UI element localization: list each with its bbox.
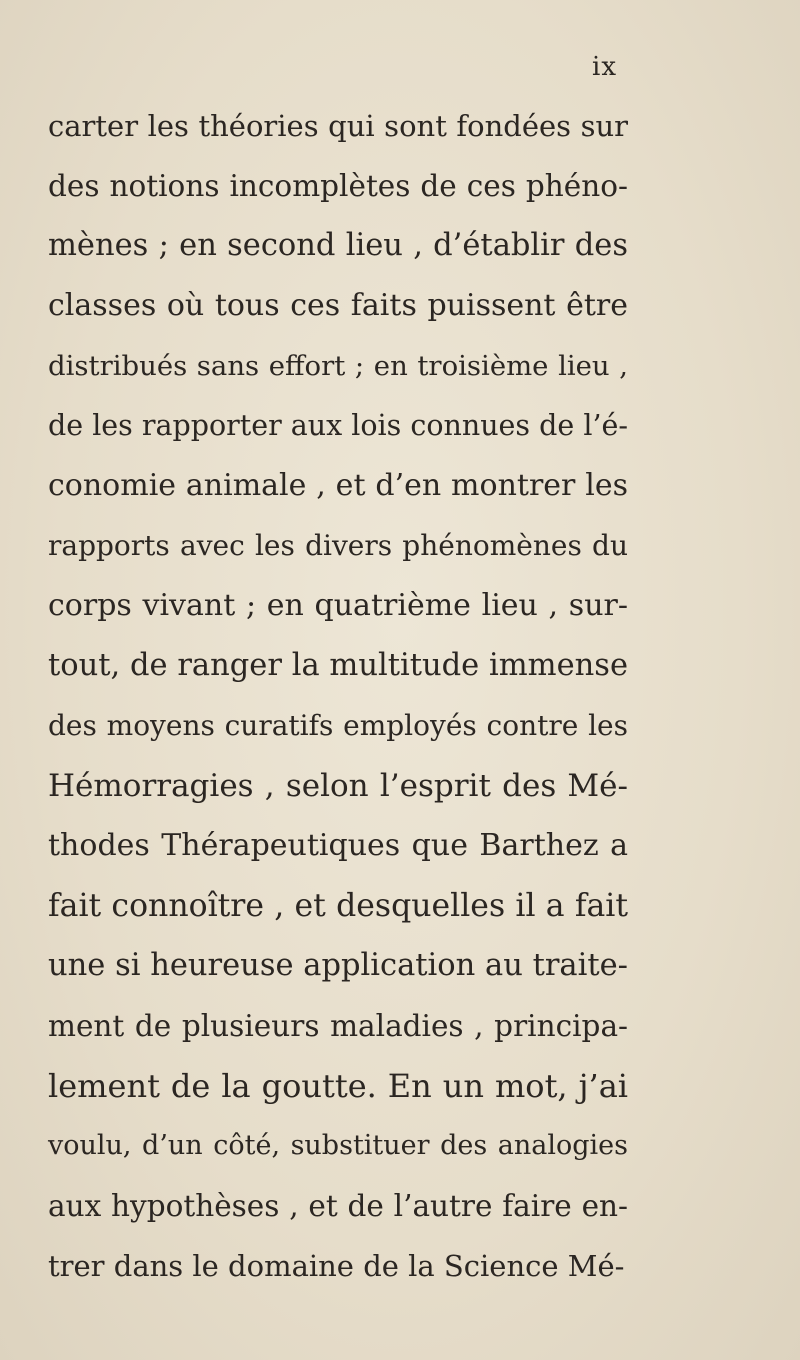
text-line-16: ment de plusieurs maladies , principa- [48,1009,628,1043]
text-line-11: des moyens curatifs employés contre les [48,709,628,742]
text-line-17: lement de la goutte. En un mot, j’ai [48,1067,628,1105]
text-line-7: conomie animale , et d’en montrer les [48,468,628,503]
text-line-6: de les rapporter aux lois connues de l’é- [48,409,628,442]
text-line-19: aux hypothèses , et de l’autre faire en- [48,1189,628,1223]
text-line-18: voulu, d’un côté, substituer des analogies [48,1130,628,1161]
text-line-9: corps vivant ; en quatrième lieu , sur- [48,588,628,623]
text-line-14: fait connoître , et desquelles il a fait [48,888,628,924]
text-line-10: tout, de ranger la multitude immense [48,648,628,683]
text-line-5: distribués sans effort ; en troisième lieu , [48,350,628,382]
text-line-8: rapports avec les divers phénomènes du [48,529,628,562]
text-line-12: Hémorragies , selon l’esprit des Mé- [48,768,628,804]
text-line-3: mènes ; en second lieu , d’établir des [48,228,628,263]
text-line-4: classes où tous ces faits puissent être [48,288,628,323]
text-line-1: carter les théories qui sont fondées sur [48,109,628,143]
text-line-2: des notions incomplètes de ces phéno- [48,169,628,203]
text-line-13: thodes Thérapeutiques que Barthez a [48,828,628,863]
text-line-15: une si heureuse application au traite- [48,948,628,983]
page-number: ix [592,52,617,82]
text-line-20: trer dans le domaine de la Science Mé- [48,1249,625,1283]
